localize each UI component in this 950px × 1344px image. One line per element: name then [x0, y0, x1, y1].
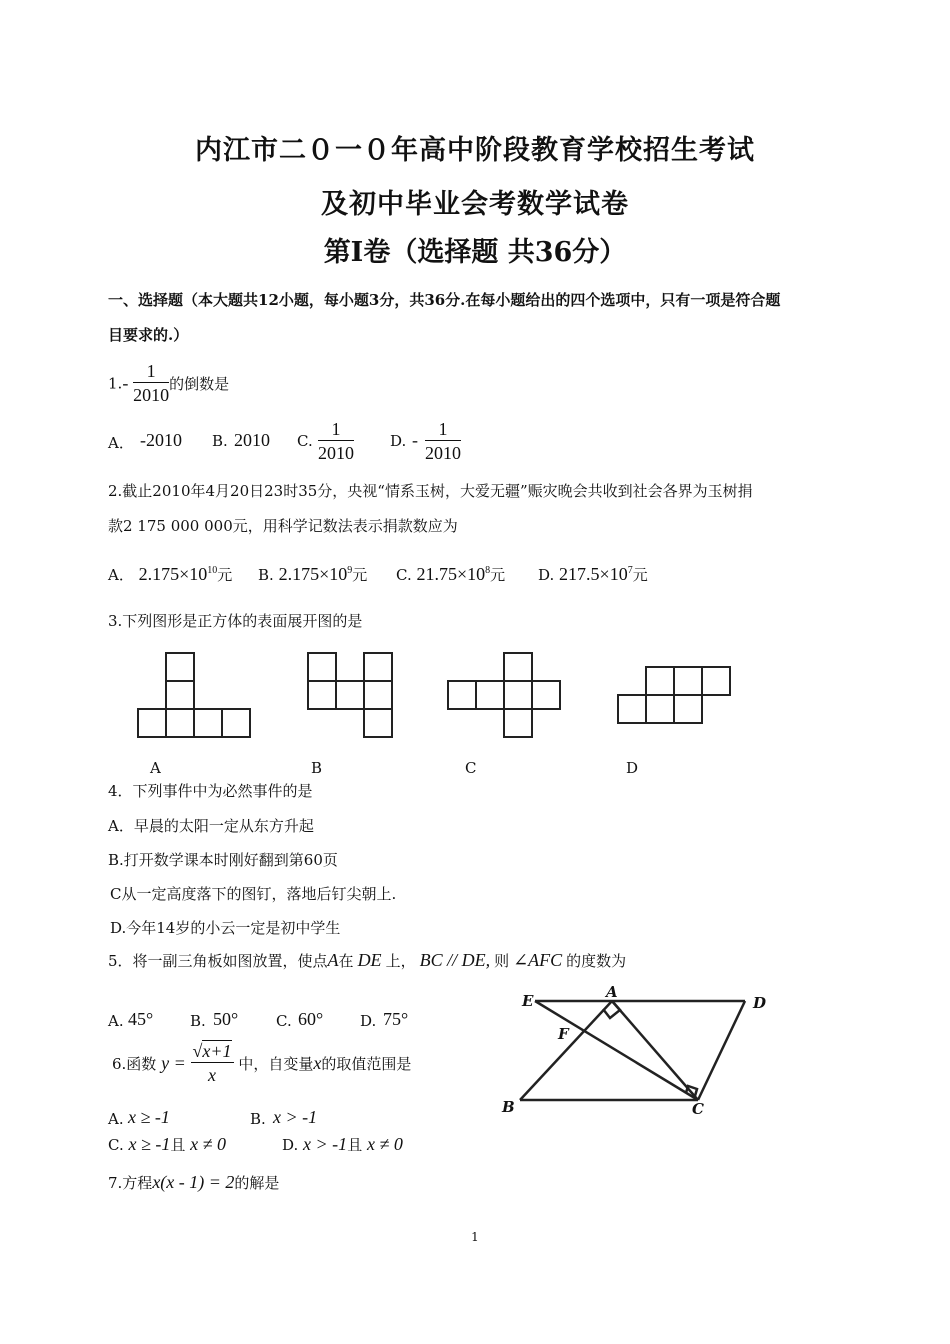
- q6-denominator: x: [208, 1065, 217, 1085]
- q2-line1: 2.截止2010年4月20日23时35分，央视“情系玉树，大爱无疆”赈灾晚会共收到社会各界为玉树捐: [108, 482, 753, 500]
- net-label-b: B: [311, 759, 323, 777]
- fig-label-b: B: [502, 1098, 515, 1116]
- q6-var: x: [313, 1053, 322, 1073]
- q7-pre: 7.方程: [108, 1174, 153, 1192]
- q5-point-a: A: [327, 950, 339, 970]
- q6-fraction: [191, 1040, 234, 1087]
- fig-label-a: A: [606, 983, 618, 1001]
- net-label-c: C: [465, 759, 477, 777]
- q5-stem: [108, 950, 626, 971]
- q4-option-c: C从一定高度落下的图钉，落地后钉尖朝上.: [110, 885, 397, 903]
- fig-label-c: C: [692, 1100, 704, 1118]
- q1-option-b-value: 2010: [234, 430, 270, 450]
- net-label-d: D: [626, 759, 639, 777]
- q2-a-label: A．: [108, 566, 134, 584]
- q5-option-a-value: 45°: [128, 1009, 154, 1029]
- q1-option-d-sign: -: [412, 430, 418, 450]
- q2-c-label: C.: [396, 566, 412, 584]
- q7-equation: x(x - 1) = 2: [152, 1172, 235, 1192]
- q5-stem-mid2: 上，: [385, 952, 416, 970]
- q2-d-value: $217.5\times 10^7$: [559, 564, 633, 584]
- q1-option-d-fraction: [425, 418, 461, 465]
- net-c: [448, 653, 560, 737]
- q1-d-den: 2010: [425, 443, 461, 463]
- q6-y-eq: y =: [161, 1053, 186, 1073]
- q6-option-a-value: x ≥ -1: [128, 1107, 170, 1127]
- q6-option-b-label: B.: [250, 1110, 266, 1128]
- q1-fraction: [133, 360, 169, 407]
- q6-d-and: 且: [347, 1136, 363, 1154]
- q1-option-b-label: B.: [212, 432, 228, 450]
- q4-option-b: B.打开数学课本时刚好翻到第60页: [108, 851, 338, 869]
- q3-stem: 3.下列图形是正方体的表面展开图的是: [108, 612, 363, 630]
- q5-option-a-label: A.: [108, 1012, 124, 1030]
- q1-frac-den: 2010: [133, 385, 170, 405]
- q1-option-d-label: D.: [390, 432, 407, 450]
- q2-d-label: D.: [538, 566, 555, 584]
- q1-stem: 的倒数是: [169, 375, 230, 393]
- q2-b-unit: 元: [352, 566, 368, 584]
- section-heading-line1: 一、选择题（本大题共12小题，每小题3分，共36分.在每小题给出的四个选项中，只有一项是符合题: [108, 291, 781, 309]
- q5-stem-post: 的度数为: [566, 952, 627, 970]
- q1-number: 1.: [108, 374, 123, 393]
- q4-option-d: D.今年14岁的小云一定是初中学生: [110, 919, 341, 937]
- q6-numerator: √x+1: [192, 1041, 232, 1061]
- q6-post: 的取值范围是: [321, 1055, 412, 1073]
- q6-option-a-label: A.: [108, 1110, 124, 1128]
- triangle-figure: [490, 982, 790, 1132]
- q4-option-a: A．早晨的太阳一定从东方升起: [108, 817, 314, 835]
- page-number: 1: [471, 1230, 479, 1244]
- q6-mid: 中，自变量: [238, 1055, 314, 1073]
- q6-option-d: [282, 1134, 403, 1155]
- q1-option-a-label: A．: [108, 434, 134, 452]
- q2-c-unit: 元: [490, 566, 506, 584]
- q6-d-val2: x ≠ 0: [366, 1134, 403, 1154]
- q5-option-d-label: D.: [360, 1012, 377, 1030]
- q2-option-b: [258, 564, 367, 585]
- q2-b-label: B.: [258, 566, 274, 584]
- q5-angle: ∠AFC: [513, 950, 563, 970]
- section-heading-line2: 目要求的.）: [108, 326, 189, 344]
- q1-option-a-value: -2010: [140, 430, 182, 450]
- q6-d-label: D.: [282, 1136, 299, 1154]
- title-line2: 及初中毕业会考数学试卷: [321, 189, 629, 220]
- q2-option-c: [396, 564, 505, 585]
- fig-label-d: D: [753, 994, 767, 1012]
- q5-option-b-value: 50°: [213, 1009, 239, 1029]
- cube-nets-figure: [0, 640, 950, 750]
- q5-option-d-value: 75°: [383, 1009, 409, 1029]
- q5-option-c-label: C.: [276, 1012, 292, 1030]
- net-label-a: A: [150, 759, 161, 777]
- q5-segment-de: DE: [357, 950, 382, 970]
- q1-c-den: 2010: [318, 443, 354, 463]
- net-a: [138, 653, 250, 737]
- q2-option-d: [538, 564, 648, 585]
- q6-c-val1: x ≥ -1: [128, 1134, 171, 1154]
- q2-a-value: $2.175\times 10^{10}$: [138, 564, 218, 584]
- q1-c-num: 1: [318, 418, 354, 441]
- question-6: [112, 1040, 411, 1087]
- net-d: [618, 667, 730, 723]
- q6-c-and: 且: [170, 1136, 186, 1154]
- q6-pre: 6.函数: [112, 1055, 157, 1073]
- q2-b-value: $2.175\times 10^9$: [278, 564, 353, 584]
- q6-c-val2: x ≠ 0: [190, 1134, 227, 1154]
- q5-stem-mid1: 在: [338, 952, 354, 970]
- part-heading: 第Ⅰ卷（选择题 共36分）: [323, 237, 627, 268]
- q5-parallel: BC // DE,: [419, 950, 491, 970]
- q1-d-num: 1: [425, 418, 461, 441]
- fig-label-e: E: [522, 992, 534, 1010]
- fig-label-f: F: [558, 1025, 569, 1043]
- q1-option-c-fraction: [318, 418, 354, 465]
- q6-c-label: C.: [108, 1136, 124, 1154]
- question-1: [108, 360, 229, 407]
- q6-option-c: [108, 1134, 226, 1155]
- q2-a-unit: 元: [217, 566, 233, 584]
- q5-stem-pre: 5．将一副三角板如图放置，使点: [108, 952, 328, 970]
- q1-option-c-label: C.: [297, 432, 313, 450]
- net-b: [308, 653, 392, 737]
- q1-sign: -: [122, 373, 129, 393]
- q2-c-value: $21.75\times 10^8$: [416, 564, 491, 584]
- title-line1: 内江市二０一０年高中阶段教育学校招生考试: [195, 135, 755, 166]
- question-7: [108, 1172, 279, 1193]
- q1-frac-num: 1: [133, 360, 169, 383]
- q5-option-c-value: 60°: [298, 1009, 324, 1029]
- q2-d-unit: 元: [632, 566, 648, 584]
- q5-option-b-label: B.: [190, 1012, 206, 1030]
- q6-d-val1: x > -1: [303, 1134, 348, 1154]
- q4-stem: 4．下列事件中为必然事件的是: [108, 782, 313, 800]
- q2-option-a: [108, 564, 232, 585]
- q6-option-b-value: x > -1: [273, 1107, 318, 1127]
- q7-post: 的解是: [234, 1174, 280, 1192]
- q2-line2: 款2 175 000 000元，用科学记数法表示捐款数应为: [108, 517, 458, 535]
- q5-stem-mid3: 则: [494, 952, 510, 970]
